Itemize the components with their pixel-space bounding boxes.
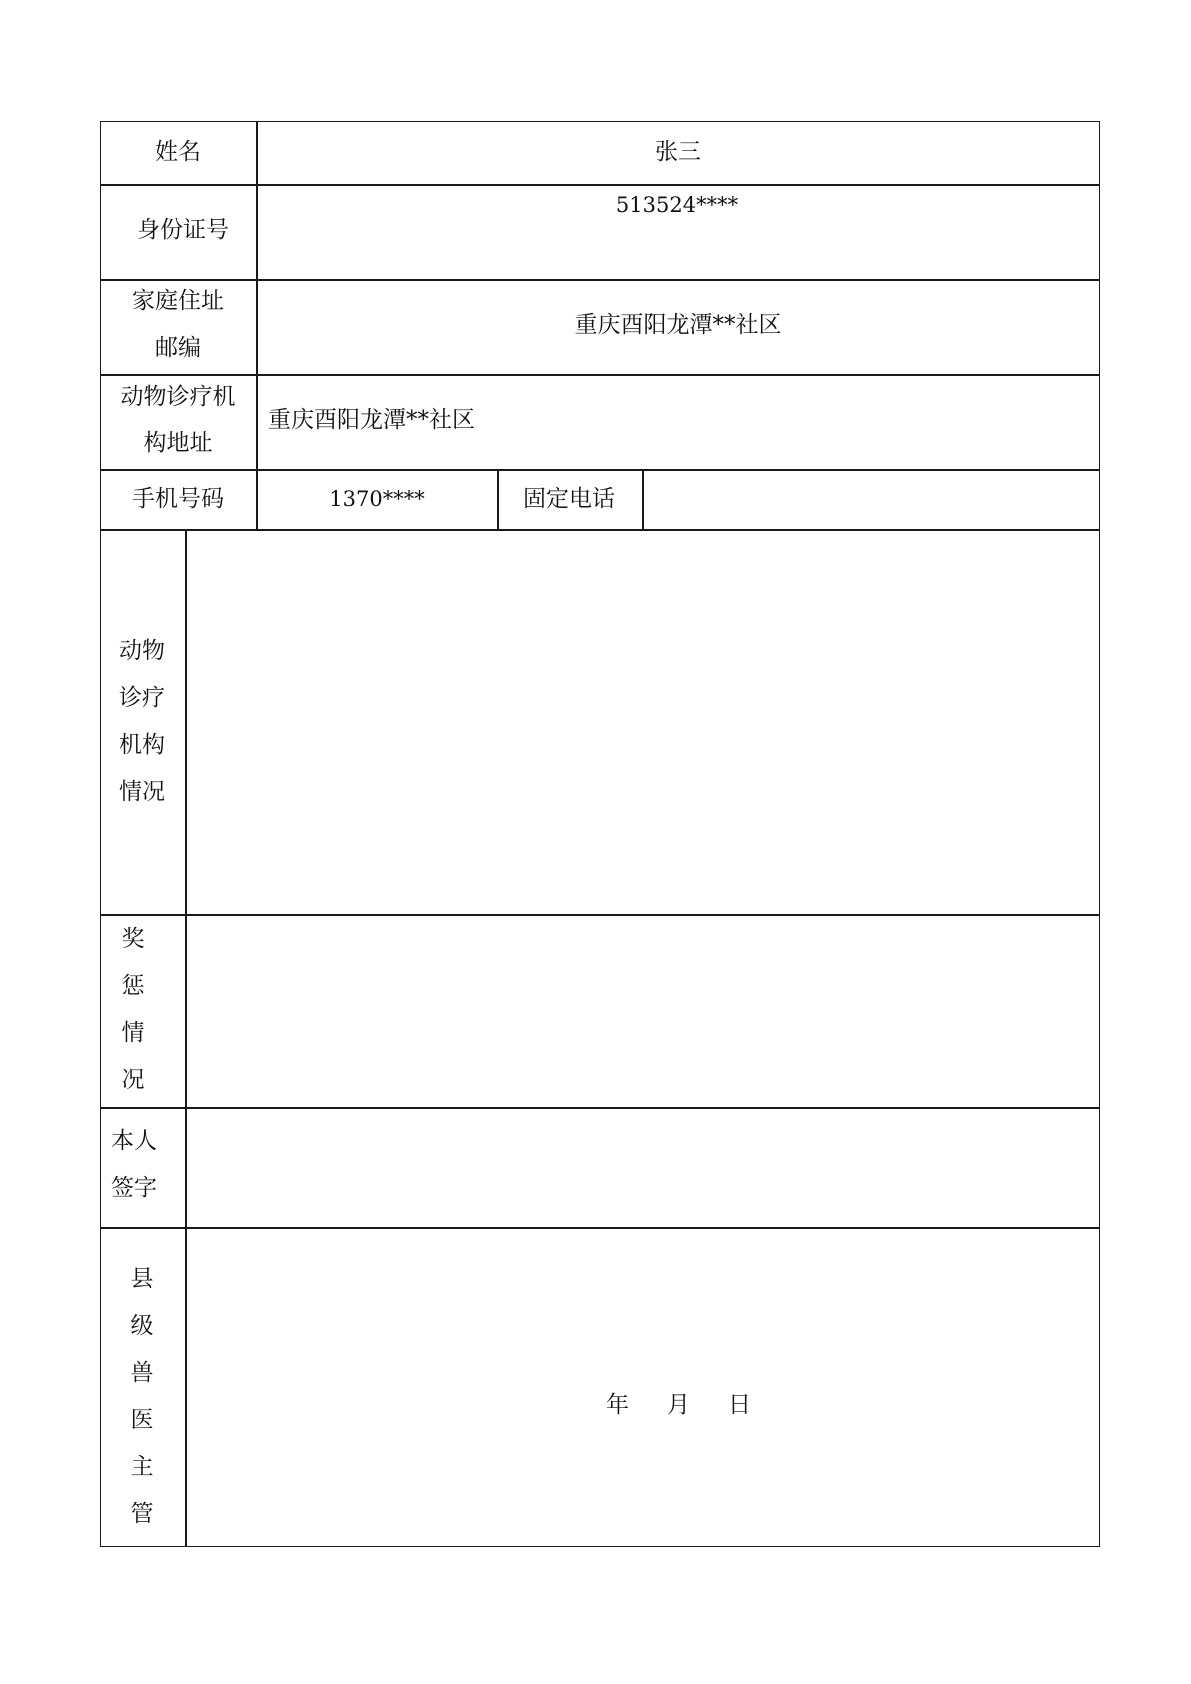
home-address-value[interactable]: 重庆酉阳龙潭**社区 [574, 312, 782, 338]
row-divider [100, 374, 1100, 376]
landline-label: 固定电话 [523, 486, 615, 512]
mobile-label: 手机号码 [132, 486, 224, 512]
name-label: 姓名 [155, 139, 201, 165]
row-divider [100, 1107, 1100, 1109]
rewards-penalties-label: 奖 惩 情 况 [121, 926, 145, 1093]
row-divider [100, 914, 1100, 916]
row-divider [100, 1227, 1100, 1229]
postal-code-label: 邮编 [155, 335, 201, 361]
clinic-address-label: 动物诊疗机 [120, 384, 236, 410]
date-year-label: 年 [606, 1392, 629, 1418]
row-divider [100, 279, 1100, 281]
column-divider [185, 529, 187, 1547]
clinic-address-value[interactable]: 重庆酉阳龙潭**社区 [268, 407, 475, 433]
column-divider [256, 121, 258, 530]
signature-label: 本人 签字 [111, 1128, 157, 1201]
date-day-label: 日 [728, 1392, 751, 1418]
mobile-value[interactable]: 1370**** [329, 487, 425, 511]
row-divider [100, 184, 1100, 186]
clinic-info-label: 动物 诊疗 机构 情况 [119, 638, 165, 805]
row-divider [100, 529, 1100, 531]
row-divider [100, 469, 1100, 471]
home-address-label: 家庭住址 [132, 288, 224, 314]
name-value[interactable]: 张三 [655, 139, 701, 165]
date-month-label: 月 [667, 1392, 690, 1418]
id-number-value[interactable]: 513524**** [615, 193, 739, 217]
column-divider [497, 469, 499, 530]
county-vet-supervisor-label: 县 级 兽 医 主 管 [130, 1266, 154, 1527]
clinic-address-label-line2: 构地址 [143, 430, 213, 456]
id-number-label: 身份证号 [137, 217, 229, 243]
column-divider [642, 469, 644, 530]
